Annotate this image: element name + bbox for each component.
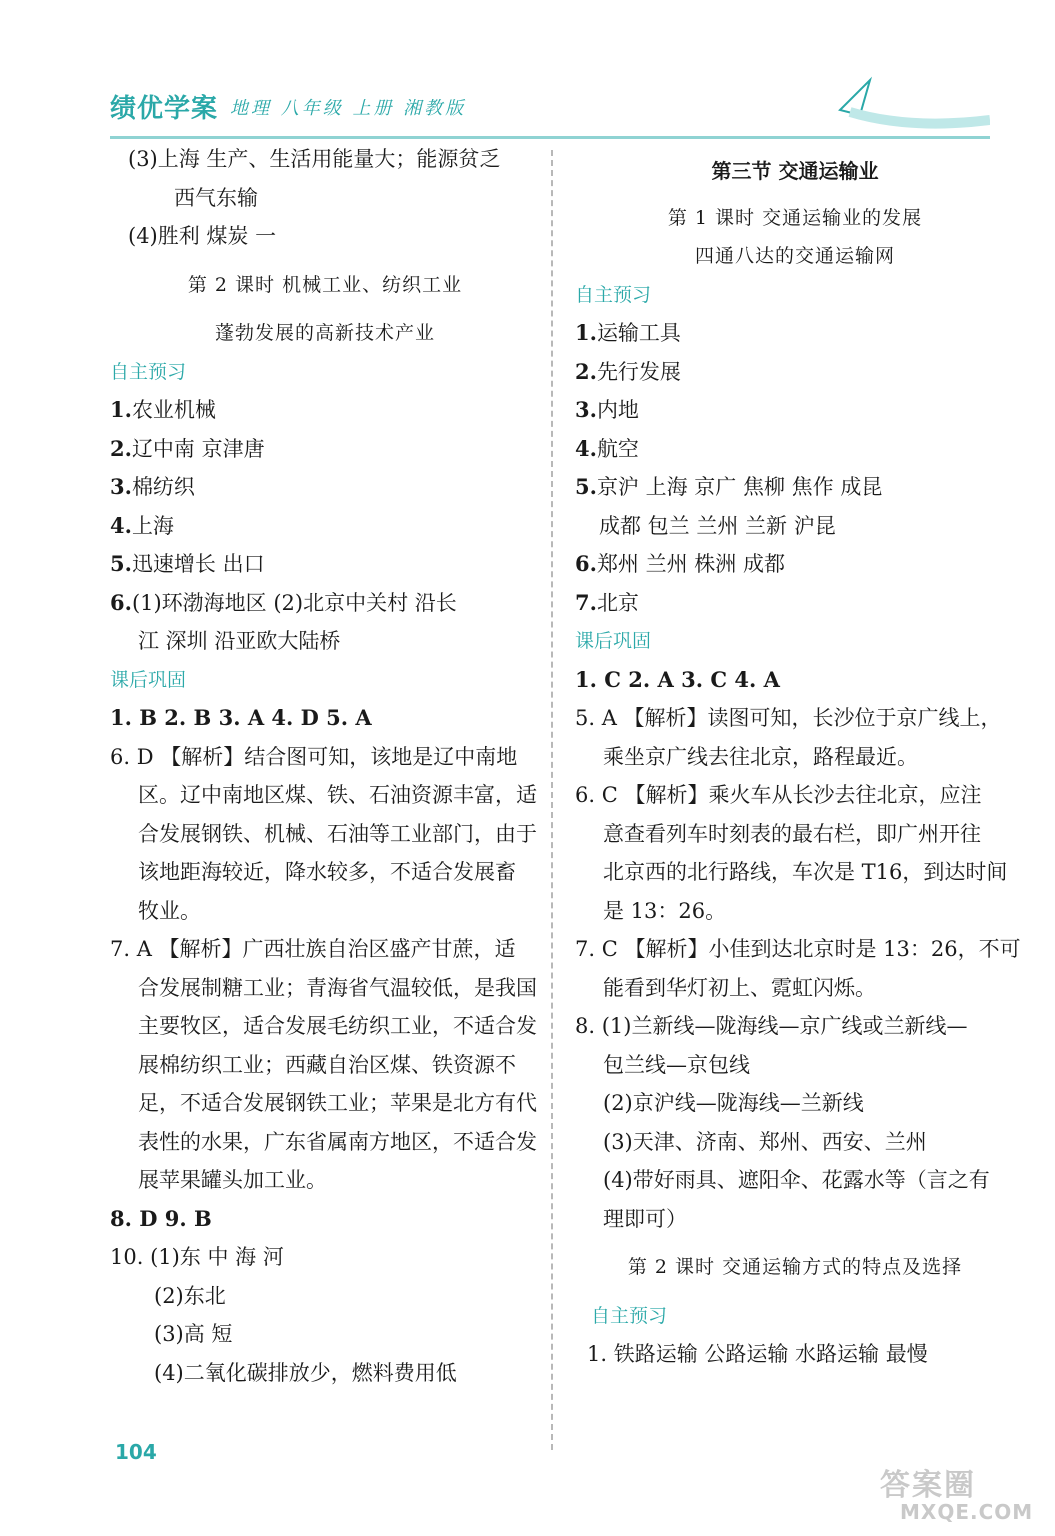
explanation-line: 北京西的北行路线，车次是 T16，到达时间: [603, 860, 1008, 884]
lesson-title: 第 2 课时 机械工业、纺织工业: [187, 273, 463, 296]
explanation-line: 乘坐京广线去往北京，路程最近。: [603, 744, 918, 769]
list-item: 4.航空: [575, 435, 639, 461]
list-item-cont: 江 深圳 沿亚欧大陆桥: [138, 629, 341, 653]
explanation-line: 7. A 【解析】广西壮族自治区盛产甘蔗，适: [110, 937, 516, 961]
answer-line: 包兰线—京包线: [603, 1052, 750, 1077]
explanation-line: 6. D 【解析】结合图可知，该地是辽中南地: [110, 744, 518, 769]
list-item: 7.北京: [575, 589, 639, 615]
book-subtitle: 地理 八年级 上册 湘教版: [230, 98, 467, 119]
explanation-line: 意查看列车时刻表的最右栏，即广州开往: [603, 821, 981, 846]
watermark-logo: 答案圈: [880, 1468, 976, 1503]
explanation-line: 区。辽中南地区煤、铁、石油资源丰富，适: [138, 783, 537, 807]
explanation-line: 牧业。: [138, 898, 201, 923]
lesson-title: 第 1 课时 交通运输业的发展: [667, 206, 923, 229]
explanation-line: 6. C 【解析】乘火车从长沙去往北京，应注: [575, 783, 982, 807]
answer-line: (3)上海 生产、生活用能量大；能源贫乏: [128, 147, 501, 171]
explanation-line: 合发展钢铁、机械、石油等工业部门，由于: [138, 821, 537, 846]
right-column: [575, 140, 1021, 1374]
list-item: 1.农业机械: [110, 397, 216, 422]
watermark-url: MXQE.COM: [900, 1500, 1034, 1524]
list-item: 3.棉纺织: [110, 474, 195, 499]
explanation-line: 展棉纺织工业；西藏自治区煤、铁资源不: [138, 1052, 516, 1077]
section-heading-preview: 自主预习: [575, 283, 652, 306]
list-item: 5.京沪 上海 京广 焦柳 焦作 成昆: [575, 474, 883, 499]
header-rule: [110, 136, 990, 139]
explanation-line: 5. A 【解析】读图可知，长沙位于京广线上，: [575, 706, 1002, 730]
list-item: 2.先行发展: [575, 358, 681, 384]
list-item: 5.迅速增长 出口: [110, 551, 265, 576]
answer-line: 10. (1)东 中 海 河: [110, 1245, 284, 1269]
section-heading-preview: 自主预习: [591, 1304, 668, 1327]
list-item: 2.辽中南 京津唐: [110, 435, 265, 461]
answer-line: (4)二氧化碳排放少，燃料费用低: [154, 1360, 457, 1385]
explanation-line: 展苹果罐头加工业。: [138, 1168, 327, 1192]
section-heading-review: 课后巩固: [575, 630, 652, 652]
list-item: 6.郑州 兰州 株洲 成都: [575, 551, 785, 576]
explanation-line: 是 13：26。: [603, 898, 727, 923]
answer-line: 理即可）: [603, 1206, 687, 1231]
page-number: 104: [115, 1440, 157, 1464]
explanation-line: 足，不适合发展钢铁工业；苹果是北方有代: [138, 1091, 537, 1115]
list-item: 1.运输工具: [575, 320, 681, 345]
lesson-subtitle: 蓬勃发展的高新技术产业: [214, 322, 435, 344]
answer-line: 8. (1)兰新线—陇海线—京广线或兰新线—: [575, 1014, 968, 1038]
answer-line: (4)胜利 煤炭 一: [128, 224, 277, 248]
answer-line: 1. 铁路运输 公路运输 水路运输 最慢: [587, 1342, 928, 1366]
lesson-title: 第 2 课时 交通运输方式的特点及选择: [627, 1256, 963, 1278]
section-title: 第三节 交通运输业: [711, 159, 879, 183]
answer-line: 1. B 2. B 3. A 4. D 5. A: [110, 705, 372, 730]
explanation-line: 能看到华灯初上、霓虹闪烁。: [603, 975, 876, 1000]
page-header: [0, 60, 1055, 150]
answer-line: 西气东输: [174, 185, 258, 210]
section-heading-preview: 自主预习: [110, 360, 187, 383]
paper-plane-icon: [830, 70, 990, 140]
explanation-line: 表性的水果，广东省属南方地区，不适合发: [138, 1129, 537, 1154]
section-heading-review: 课后巩固: [110, 668, 187, 691]
answer-line: (2)京沪线—陇海线—兰新线: [603, 1091, 864, 1115]
explanation-line: 7. C 【解析】小佳到达北京时是 13：26，不可: [575, 937, 1021, 961]
list-item: 3.内地: [575, 397, 639, 422]
lesson-subtitle: 四通八达的交通运输网: [694, 245, 895, 267]
list-item: 4.上海: [110, 512, 174, 538]
answer-line: (3)天津、济南、郑州、西安、兰州: [603, 1129, 927, 1154]
left-column: [110, 140, 540, 1392]
answer-line: (4)带好雨具、遮阳伞、花露水等（言之有: [603, 1168, 990, 1192]
answer-line: (3)高 短: [154, 1322, 233, 1346]
list-item-cont: 成都 包兰 兰州 兰新 沪昆: [599, 513, 836, 538]
answer-line: 1. C 2. A 3. C 4. A: [575, 666, 780, 692]
explanation-line: 合发展制糖工业；青海省气温较低，是我国: [138, 975, 537, 1000]
column-divider: [551, 150, 553, 1450]
explanation-line: 主要牧区，适合发展毛纺织工业，不适合发: [138, 1014, 537, 1038]
explanation-line: 该地距海较近，降水较多，不适合发展畜: [138, 860, 516, 884]
list-item: 6.(1)环渤海地区 (2)北京中关村 沿长: [110, 589, 457, 615]
book-logo: 绩优学案: [110, 94, 219, 124]
answer-line: (2)东北: [154, 1283, 226, 1308]
answer-line: 8. D 9. B: [110, 1205, 212, 1231]
